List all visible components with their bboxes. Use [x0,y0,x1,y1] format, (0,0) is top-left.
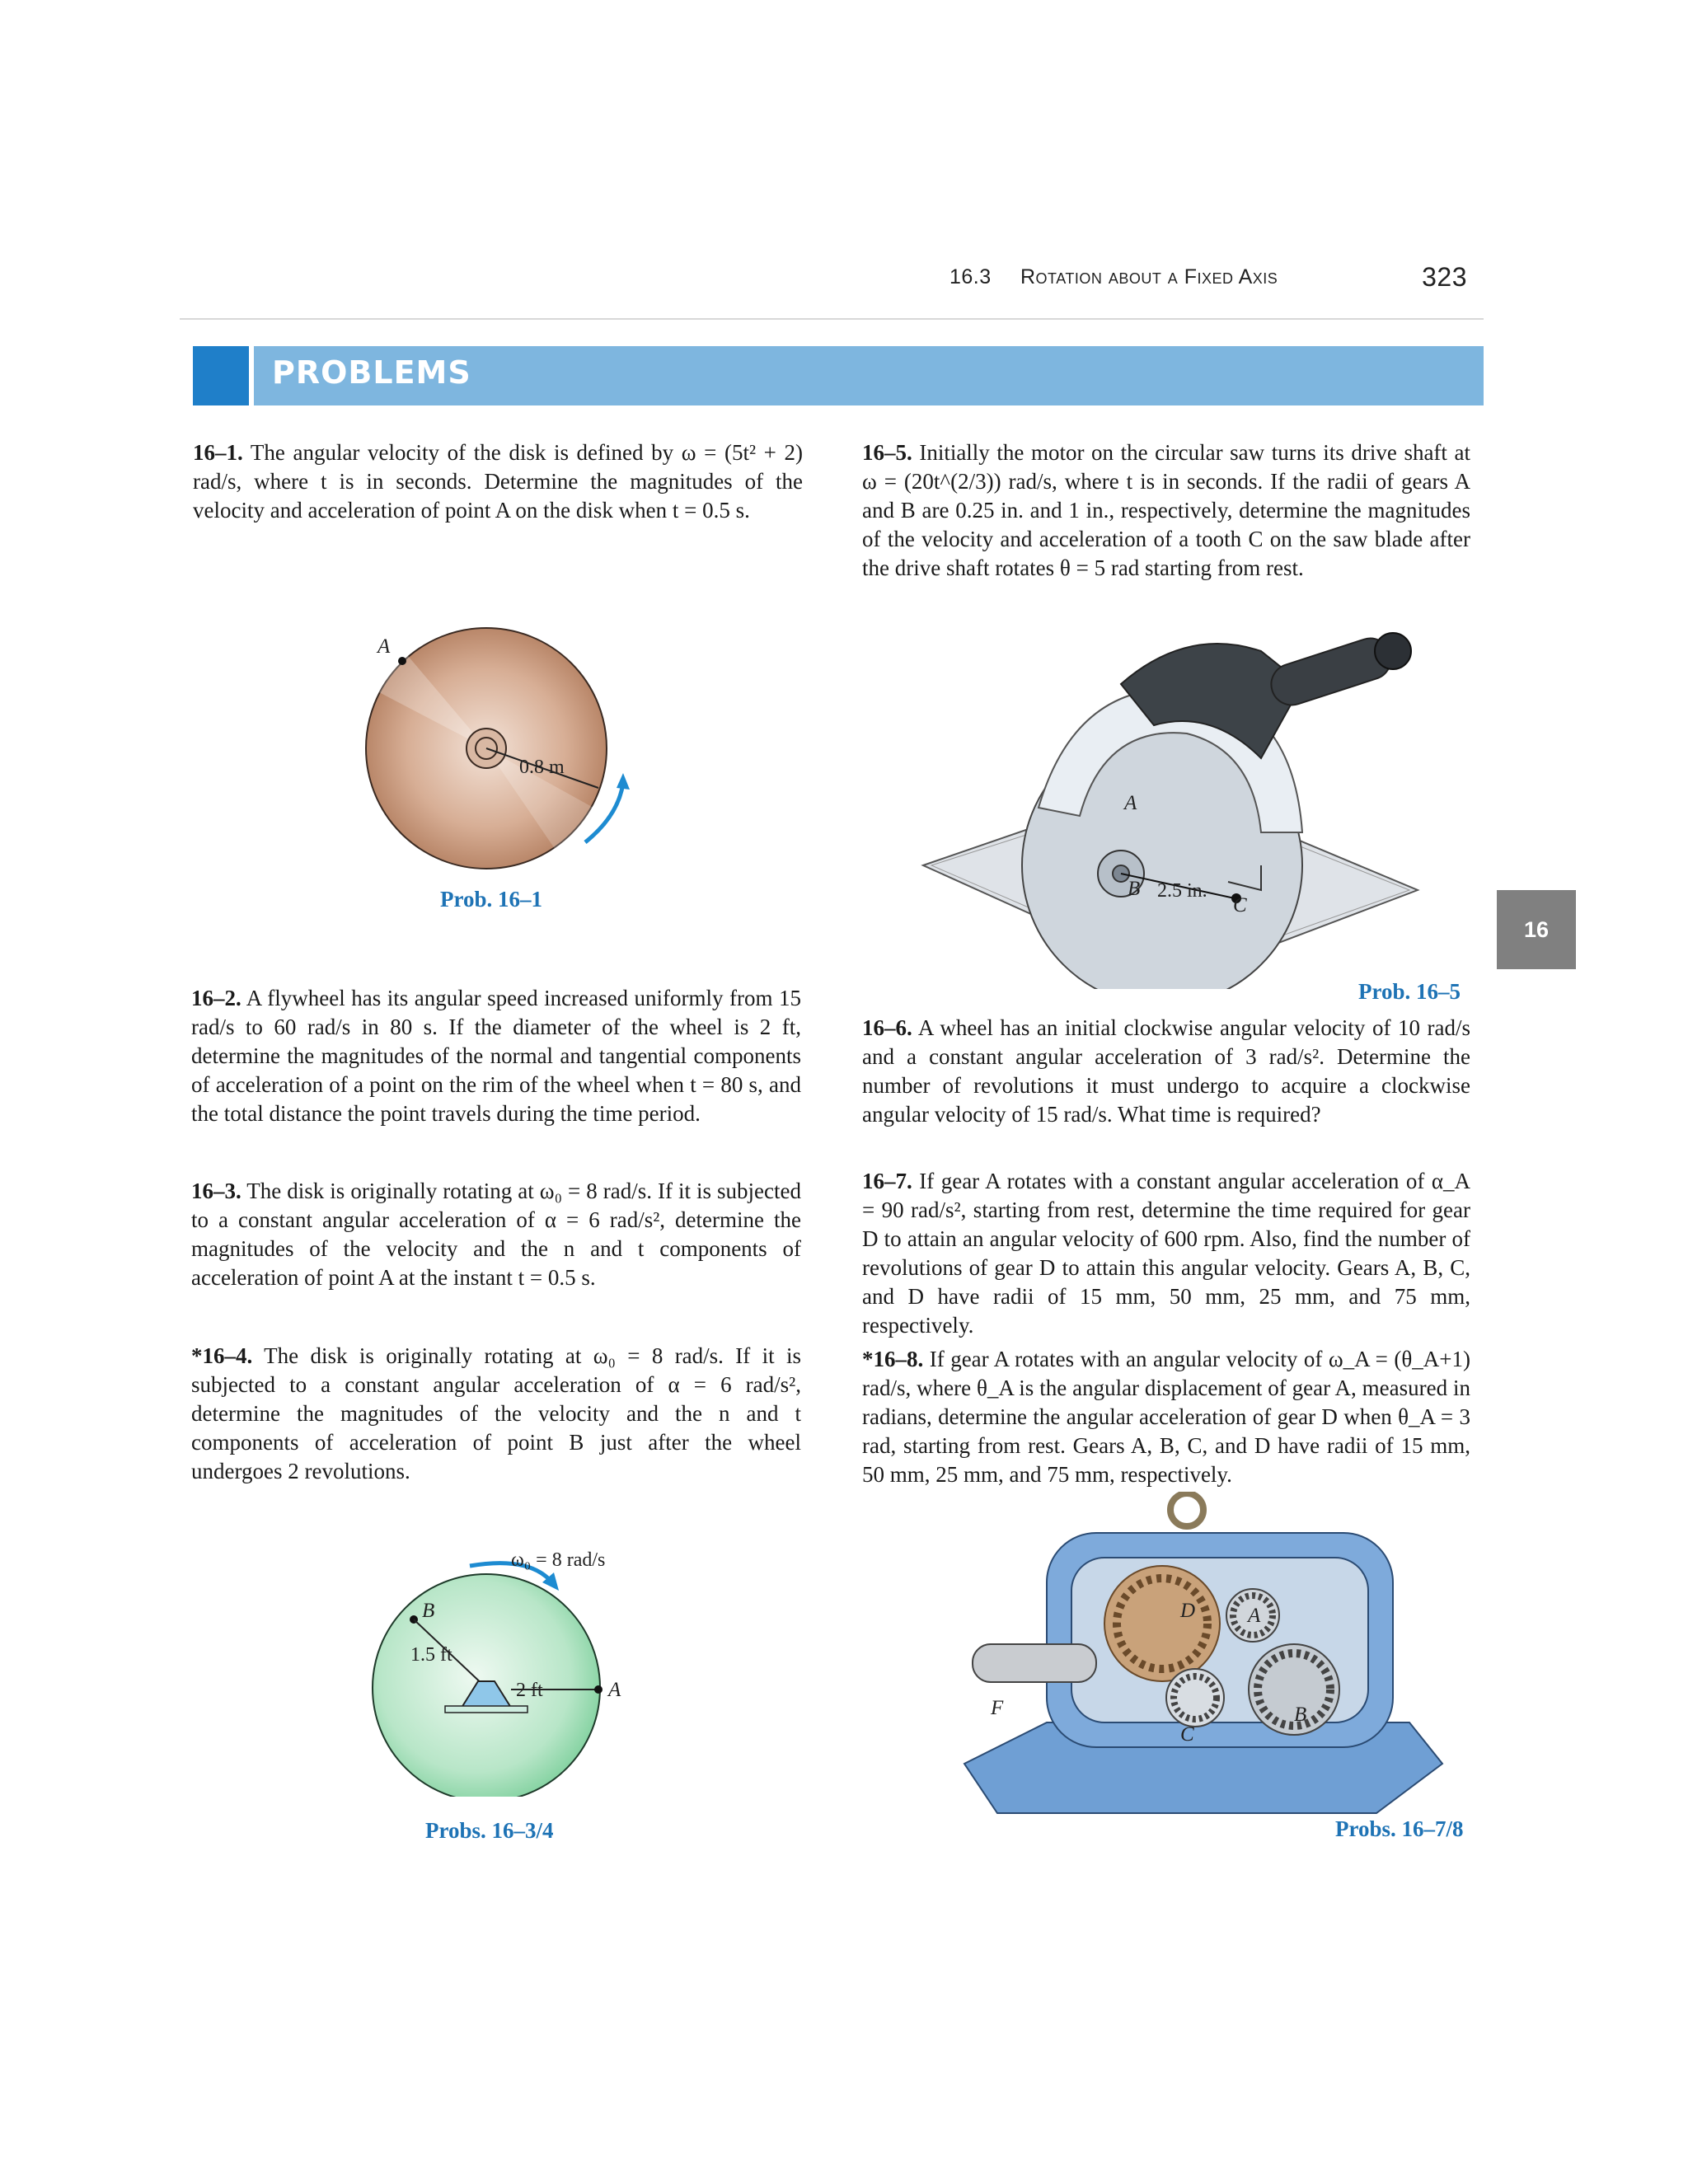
figure-disk-16-1 [346,626,659,882]
caption-16-3-4: Probs. 16–3/4 [425,1818,554,1843]
label-b: B [1294,1704,1307,1726]
problem-16-6 [862,1014,1470,1129]
problem-text: The angular velocity of the disk is defined by ω = (5t² + 2) rad/s, where t is in seconds. Determine the magnitudes of the velocity and acceleration of point A on the disk when t = 0.5 s. [193,440,803,523]
section-title: Rotation about a Fixed Axis [1020,265,1278,288]
problem-text: If gear A rotates with an angular velocity of ω_A = (θ_A+1) rad/s, where θ_A is the angular displacement of gear A, measured in radians, determine the angular acceleration of gear D when θ_A = 3 rad, starting from rest. Gears A, B, C, and D have radii of 15 mm, 50 mm, 25 mm, and 75 mm, respectively. [862,1347,1470,1487]
gear-d [1104,1566,1220,1681]
caption-16-7-8: Probs. 16–7/8 [1335,1816,1464,1841]
problem-number: 16–1. [193,440,243,465]
chapter-tab-label: 16 [1523,916,1550,942]
point-a-marker [398,657,406,665]
banner-accent-block [193,346,254,405]
banner-title: PROBLEMS [272,354,471,391]
problem-text: A wheel has an initial clockwise angular velocity of 10 rad/s and a constant angular acceleration of 3 rad/s². Determine the number of revolutions it must undergo to acquire a clockwise angular velocity of 15 rad/s. What time is required? [862,1015,1471,1127]
label-a: A [1248,1605,1261,1627]
problem-number: 16–8. [873,1347,924,1371]
problem-number: 16–2. [191,986,241,1010]
label-b: B [1128,878,1141,900]
problem-16-8 [862,1345,1470,1489]
section-number: 16.3 [950,265,992,288]
label-c: C [1180,1723,1194,1746]
label-f: F [991,1697,1004,1719]
chapter-tab [1497,890,1576,969]
omega-label: ω₀ = 8 rad/s [511,1549,606,1571]
problem-number: 16–7. [862,1169,912,1193]
running-head [940,262,1467,298]
problem-16-4 [191,1342,801,1486]
problem-number: 16–5. [862,440,912,465]
problem-text: The disk is originally rotating at ω₀ = 8 rad/s. If it is subjected to a constant angular acceleration of α = 6 rad/s², determine the magnitudes of the velocity and the n and t components of acceleration of point A at the instant t = 0.5 s. [191,1179,801,1290]
problem-number: 16–3. [191,1179,241,1203]
page-number: 323 [1422,262,1467,292]
dimension-a: 2 ft [516,1680,543,1701]
figure-disk-16-3-4 [346,1549,659,1797]
problem-16-1 [193,438,803,525]
gear-c [1166,1669,1224,1727]
problem-16-3 [191,1177,801,1292]
point-a-label: A [377,635,391,658]
problems-banner [193,346,1484,405]
problem-text: A flywheel has its angular speed increased uniformly from 15 rad/s to 60 rad/s in 80 s. If the diameter of the wheel is 2 ft, determine the magnitudes of the normal and tangential components of acceleration of a point on the rim of the wheel when t = 80 s, and the total distance the point travels during the time period. [191,986,802,1126]
header-divider [180,318,1484,320]
problem-text: Initially the motor on the circular saw turns its drive shaft at ω = (20t^(2/3)) rad/s, where t is in seconds. If the radii of gears A and B are 0.25 in. and 1 in., respectively, determine the magnitudes of the velocity and acceleration of a tooth C on the saw blade after the drive shaft rotates θ = 5 rad starting from rest. [862,440,1470,580]
figure-circular-saw [915,618,1426,989]
problem-16-5 [862,438,1470,583]
problem-16-2 [191,984,801,1128]
point-a-label: A [608,1679,621,1701]
dimension-b: 1.5 ft [410,1644,452,1666]
caption-16-5: Prob. 16–5 [1358,979,1461,1004]
problem-number: 16–4. [202,1343,253,1368]
problem-text: The disk is originally rotating at ω₀ = 8 rad/s. If it is subjected to a constant angular acceleration of α = 6 rad/s², determine the magnitudes of the velocity and the n and t components of acceleration of point B just after the wheel undergoes 2 revolutions. [191,1343,801,1483]
dimension-label: 2.5 in. [1157,880,1207,902]
point-b-label: B [422,1600,435,1622]
label-c: C [1233,894,1247,916]
shaft-f [973,1644,1096,1682]
caption-16-1: Prob. 16–1 [440,887,543,912]
dimension-label: 0.8 m [519,757,565,778]
label-d: D [1180,1600,1196,1622]
lifting-eye [1170,1493,1203,1526]
problem-star: * [862,1347,874,1371]
problem-star: * [191,1343,203,1368]
problem-number: 16–6. [862,1015,912,1040]
problem-16-7 [862,1167,1470,1340]
problem-text: If gear A rotates with a constant angular acceleration of α_A = 90 rad/s², starting from rest, determine the time required for gear D to attain an angular velocity of 600 rpm. Also, find the number of revolutions of gear D to attain this angular velocity. Gears A, B, C, and D have radii of 15 mm, 50 mm, 25 mm, and 75 mm, respectively. [862,1169,1471,1338]
point-a-marker [594,1685,603,1694]
figure-gearbox [948,1492,1459,1830]
label-a: A [1124,792,1137,814]
